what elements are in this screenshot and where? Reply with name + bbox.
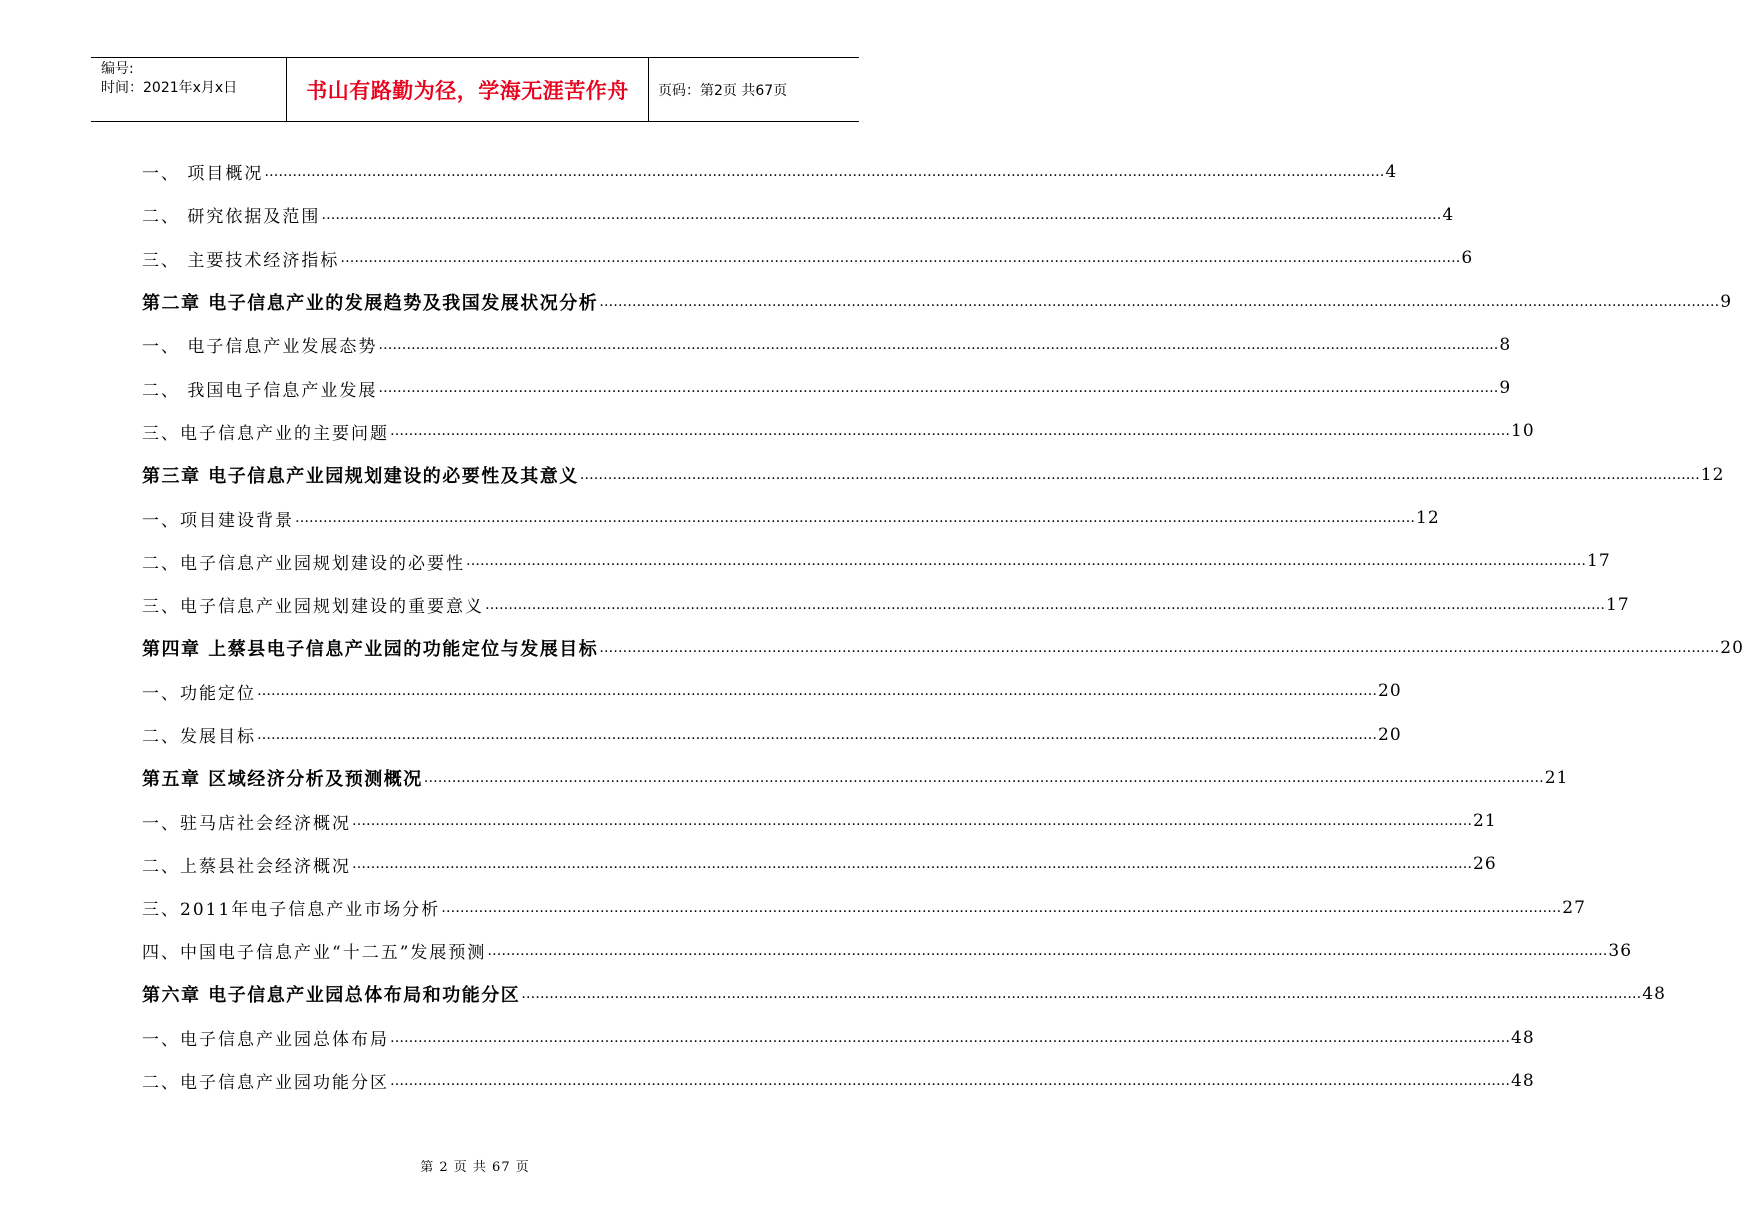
toc-entry-title: 一、驻马店社会经济概况 bbox=[142, 813, 351, 834]
toc-dot-leader: …………………………………………………………………………………………………………………………………………………………………………………………………………………… bbox=[390, 423, 1510, 440]
toc-section-entry[interactable] bbox=[142, 366, 1512, 409]
toc-chapter-entry[interactable] bbox=[142, 756, 1569, 799]
toc-dot-leader: …………………………………………………………………………………………………………………………………………………………………………………………………………………… bbox=[487, 942, 1608, 959]
toc-section-entry[interactable] bbox=[142, 886, 1586, 929]
header-meta-cell bbox=[91, 58, 287, 121]
toc-dot-leader: …………………………………………………………………………………………………………………………………………………………………………………………………………………… bbox=[378, 336, 1499, 353]
toc-entry-page: 10 bbox=[1511, 421, 1535, 442]
toc-entry-title: 二、发展目标 bbox=[142, 727, 256, 747]
toc-entry-title: 第三章 电子信息产业园规划建设的必要性及其意义 bbox=[142, 465, 579, 487]
toc-entry-title: 三、电子信息产业园规划建设的重要意义 bbox=[142, 597, 484, 618]
toc-entry-page: 4 bbox=[1442, 204, 1455, 225]
toc-dot-leader: …………………………………………………………………………………………………………………………………………………………………………………………………………………… bbox=[340, 250, 1461, 267]
toc-section-entry[interactable] bbox=[142, 929, 1633, 972]
toc-dot-leader: …………………………………………………………………………………………………………………………………………………………………………………………………………………… bbox=[295, 510, 1415, 527]
toc-dot-leader: …………………………………………………………………………………………………………………………………………………………………………………………………………………… bbox=[485, 596, 1605, 613]
toc-dot-leader: …………………………………………………………………………………………………………………………………………………………………………………………………………………… bbox=[264, 163, 1385, 180]
toc-entry-page: 48 bbox=[1511, 1070, 1535, 1091]
toc-entry-title: 一、电子信息产业园总体布局 bbox=[142, 1030, 389, 1051]
toc-chapter-entry[interactable] bbox=[142, 453, 1725, 496]
toc-dot-leader: …………………………………………………………………………………………………………………………………………………………………………………………………………………… bbox=[352, 813, 1472, 830]
toc-chapter-entry[interactable] bbox=[142, 626, 1744, 669]
toc-dot-leader: …………………………………………………………………………………………………………………………………………………………………………………………………………………… bbox=[599, 639, 1720, 656]
toc-entry-title: 三、 主要技术经济指标 bbox=[142, 250, 340, 271]
toc-entry-page: 9 bbox=[1720, 291, 1733, 312]
toc-entry-page: 17 bbox=[1587, 551, 1611, 572]
toc-entry-title: 二、电子信息产业园功能分区 bbox=[142, 1073, 389, 1094]
toc-entry-page: 20 bbox=[1378, 681, 1402, 702]
time-label: 时间：2021年x月x日 bbox=[101, 80, 238, 96]
header-motto: 书山有路勤为径，学海无涯苦作舟 bbox=[287, 58, 649, 121]
toc-entry-page: 27 bbox=[1562, 897, 1586, 918]
toc-section-entry[interactable] bbox=[142, 1016, 1535, 1059]
toc-entry-title: 二、上蔡县社会经济概况 bbox=[142, 856, 351, 877]
toc-entry-page: 21 bbox=[1544, 767, 1569, 788]
toc-entry-page: 48 bbox=[1511, 1027, 1535, 1048]
toc-dot-leader: …………………………………………………………………………………………………………………………………………………………………………………………………………………… bbox=[599, 293, 1720, 310]
toc-dot-leader: …………………………………………………………………………………………………………………………………………………………………………………………………………………… bbox=[521, 986, 1642, 1003]
toc-entry-page: 26 bbox=[1473, 854, 1497, 875]
toc-entry-page: 8 bbox=[1499, 334, 1512, 355]
toc-entry-title: 四、中国电子信息产业“十二五”发展预测 bbox=[142, 943, 487, 964]
toc-chapter-entry[interactable] bbox=[142, 973, 1666, 1016]
toc-dot-leader: …………………………………………………………………………………………………………………………………………………………………………………………………………………… bbox=[321, 206, 1442, 223]
toc-dot-leader: …………………………………………………………………………………………………………………………………………………………………………………………………………………… bbox=[579, 466, 1700, 483]
toc-dot-leader: …………………………………………………………………………………………………………………………………………………………………………………………………………………… bbox=[378, 380, 1499, 397]
page-footer: 第 2 页 共 67 页 bbox=[420, 1160, 530, 1175]
toc-entry-title: 第五章 区域经济分析及预测概况 bbox=[142, 768, 423, 790]
toc-section-entry[interactable] bbox=[142, 843, 1497, 886]
toc-entry-title: 一、 电子信息产业发展态势 bbox=[142, 337, 378, 358]
toc-dot-leader: …………………………………………………………………………………………………………………………………………………………………………………………………………………… bbox=[352, 856, 1472, 873]
toc-section-entry[interactable] bbox=[142, 410, 1535, 453]
toc-entry-page: 21 bbox=[1473, 811, 1497, 832]
toc-entry-title: 三、电子信息产业的主要问题 bbox=[142, 423, 389, 444]
toc-entry-title: 三、2011年电子信息产业市场分析 bbox=[142, 900, 441, 921]
toc-dot-leader: …………………………………………………………………………………………………………………………………………………………………………………………………………………… bbox=[390, 1072, 1510, 1089]
toc-dot-leader: …………………………………………………………………………………………………………………………………………………………………………………………………………………… bbox=[466, 553, 1586, 570]
toc-section-entry[interactable] bbox=[142, 583, 1630, 626]
page-header bbox=[91, 57, 859, 122]
table-of-contents bbox=[142, 150, 1744, 1103]
toc-dot-leader: …………………………………………………………………………………………………………………………………………………………………………………………………………………… bbox=[257, 726, 1377, 743]
toc-entry-title: 二、 我国电子信息产业发展 bbox=[142, 380, 378, 401]
toc-entry-title: 一、项目建设背景 bbox=[142, 510, 294, 531]
toc-section-entry[interactable] bbox=[142, 1059, 1535, 1102]
header-page-info: 页码：第2页 共67页 bbox=[658, 82, 788, 99]
toc-section-entry[interactable] bbox=[142, 237, 1474, 280]
toc-chapter-entry[interactable] bbox=[142, 280, 1733, 323]
toc-entry-page: 4 bbox=[1385, 161, 1398, 182]
toc-dot-leader: …………………………………………………………………………………………………………………………………………………………………………………………………………………… bbox=[423, 769, 1544, 786]
toc-entry-page: 48 bbox=[1642, 984, 1666, 1005]
toc-entry-page: 20 bbox=[1720, 637, 1744, 658]
toc-section-entry[interactable] bbox=[142, 799, 1497, 842]
toc-entry-page: 9 bbox=[1499, 378, 1512, 399]
toc-section-entry[interactable] bbox=[142, 150, 1398, 193]
toc-entry-title: 二、电子信息产业园规划建设的必要性 bbox=[142, 553, 465, 574]
toc-entry-page: 12 bbox=[1700, 464, 1725, 485]
toc-entry-title: 一、功能定位 bbox=[142, 683, 256, 704]
toc-entry-page: 17 bbox=[1606, 594, 1630, 615]
toc-dot-leader: …………………………………………………………………………………………………………………………………………………………………………………………………………………… bbox=[390, 1029, 1510, 1046]
toc-section-entry[interactable] bbox=[142, 713, 1402, 756]
toc-dot-leader: …………………………………………………………………………………………………………………………………………………………………………………………………………………… bbox=[257, 683, 1377, 700]
toc-entry-page: 6 bbox=[1461, 248, 1474, 269]
toc-entry-page: 36 bbox=[1608, 940, 1633, 961]
toc-entry-page: 12 bbox=[1416, 508, 1440, 529]
toc-dot-leader: …………………………………………………………………………………………………………………………………………………………………………………………………………………… bbox=[441, 899, 1562, 916]
toc-entry-title: 第六章 电子信息产业园总体布局和功能分区 bbox=[142, 985, 521, 1007]
toc-section-entry[interactable] bbox=[142, 193, 1455, 236]
toc-section-entry[interactable] bbox=[142, 670, 1402, 713]
toc-entry-title: 第二章 电子信息产业的发展趋势及我国发展状况分析 bbox=[142, 292, 599, 314]
toc-entry-page: 20 bbox=[1378, 724, 1402, 745]
toc-section-entry[interactable] bbox=[142, 496, 1440, 539]
toc-entry-title: 二、 研究依据及范围 bbox=[142, 207, 321, 228]
toc-section-entry[interactable] bbox=[142, 540, 1611, 583]
toc-section-entry[interactable] bbox=[142, 323, 1512, 366]
number-label: 编号: bbox=[101, 61, 134, 77]
toc-entry-title: 一、 项目概况 bbox=[142, 164, 264, 185]
toc-entry-title: 第四章 上蔡县电子信息产业园的功能定位与发展目标 bbox=[142, 638, 599, 660]
